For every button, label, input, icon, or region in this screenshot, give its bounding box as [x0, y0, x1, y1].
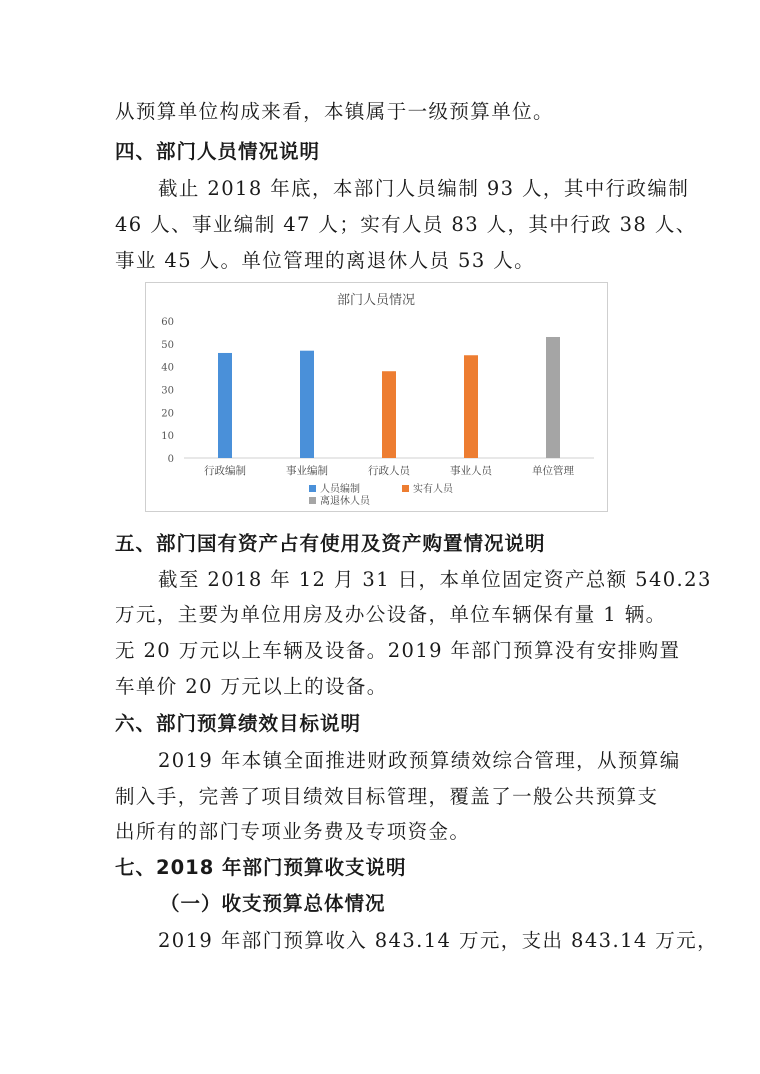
chart-canvas — [146, 283, 607, 511]
bar-人员编制 — [300, 351, 314, 458]
y-tick-label: 30 — [161, 385, 174, 397]
paragraph-assets-line-1: 截至 2018 年 12 月 31 日，本单位固定资产总额 540.23 — [158, 568, 712, 591]
bar-离退休人员 — [546, 337, 560, 458]
y-tick-label: 40 — [161, 362, 174, 374]
y-tick-label: 20 — [161, 408, 174, 420]
paragraph-assets-line-2: 万元，主要为单位用房及办公设备，单位车辆保有量 1 辆。 — [115, 603, 667, 626]
bar-实有人员 — [382, 371, 396, 458]
subheading-overall: （一）收支预算总体情况 — [160, 892, 386, 915]
y-tick-label: 60 — [161, 317, 174, 328]
paragraph-performance-line-3: 出所有的部门专项业务费及专项资金。 — [115, 820, 471, 843]
x-tick-label: 行政人员 — [368, 465, 410, 477]
heading-section-6: 六、部门预算绩效目标说明 — [115, 712, 362, 735]
paragraph-assets-line-3: 无 20 万元以上车辆及设备。2019 年部门预算没有安排购置 — [115, 639, 681, 662]
x-tick-label: 事业编制 — [286, 465, 328, 477]
y-tick-label: 50 — [161, 339, 174, 351]
chart-title: 部门人员情况 — [336, 293, 416, 308]
paragraph-budget-line-1: 2019 年部门预算收入 843.14 万元，支出 843.14 万元， — [158, 929, 718, 952]
x-tick-label: 行政编制 — [204, 465, 246, 477]
bar-实有人员 — [464, 355, 478, 458]
legend-label: 人员编制 — [320, 484, 360, 495]
paragraph-staff-line-3: 事业 45 人。单位管理的离退休人员 53 人。 — [115, 249, 536, 272]
legend-label: 实有人员 — [413, 484, 453, 495]
paragraph-staff-line-2: 46 人、事业编制 47 人；实有人员 83 人，其中行政 38 人、 — [115, 213, 697, 236]
y-tick-label: 0 — [167, 454, 174, 465]
legend-swatch — [402, 485, 409, 492]
paragraph-performance-line-1: 2019 年本镇全面推进财政预算绩效综合管理，从预算编 — [158, 749, 681, 772]
heading-section-4: 四、部门人员情况说明 — [115, 140, 321, 163]
x-tick-label: 单位管理 — [532, 465, 574, 477]
heading-section-5: 五、部门国有资产占有使用及资产购置情况说明 — [115, 532, 546, 555]
y-tick-label: 10 — [161, 431, 174, 443]
paragraph-staff-line-1: 截止 2018 年底，本部门人员编制 93 人，其中行政编制 — [158, 177, 690, 200]
legend-swatch — [309, 497, 316, 504]
paragraph-budget-unit: 从预算单位构成来看，本镇属于一级预算单位。 — [115, 100, 554, 123]
bar-人员编制 — [218, 353, 232, 458]
legend-swatch — [309, 485, 316, 492]
staff-bar-chart — [145, 282, 608, 512]
heading-section-7: 七、2018 年部门预算收支说明 — [115, 856, 407, 879]
legend-label: 离退休人员 — [320, 496, 370, 507]
paragraph-performance-line-2: 制入手，完善了项目绩效目标管理，覆盖了一般公共预算支 — [115, 785, 659, 808]
x-tick-label: 事业人员 — [450, 465, 492, 477]
paragraph-assets-line-4: 车单价 20 万元以上的设备。 — [115, 675, 388, 698]
